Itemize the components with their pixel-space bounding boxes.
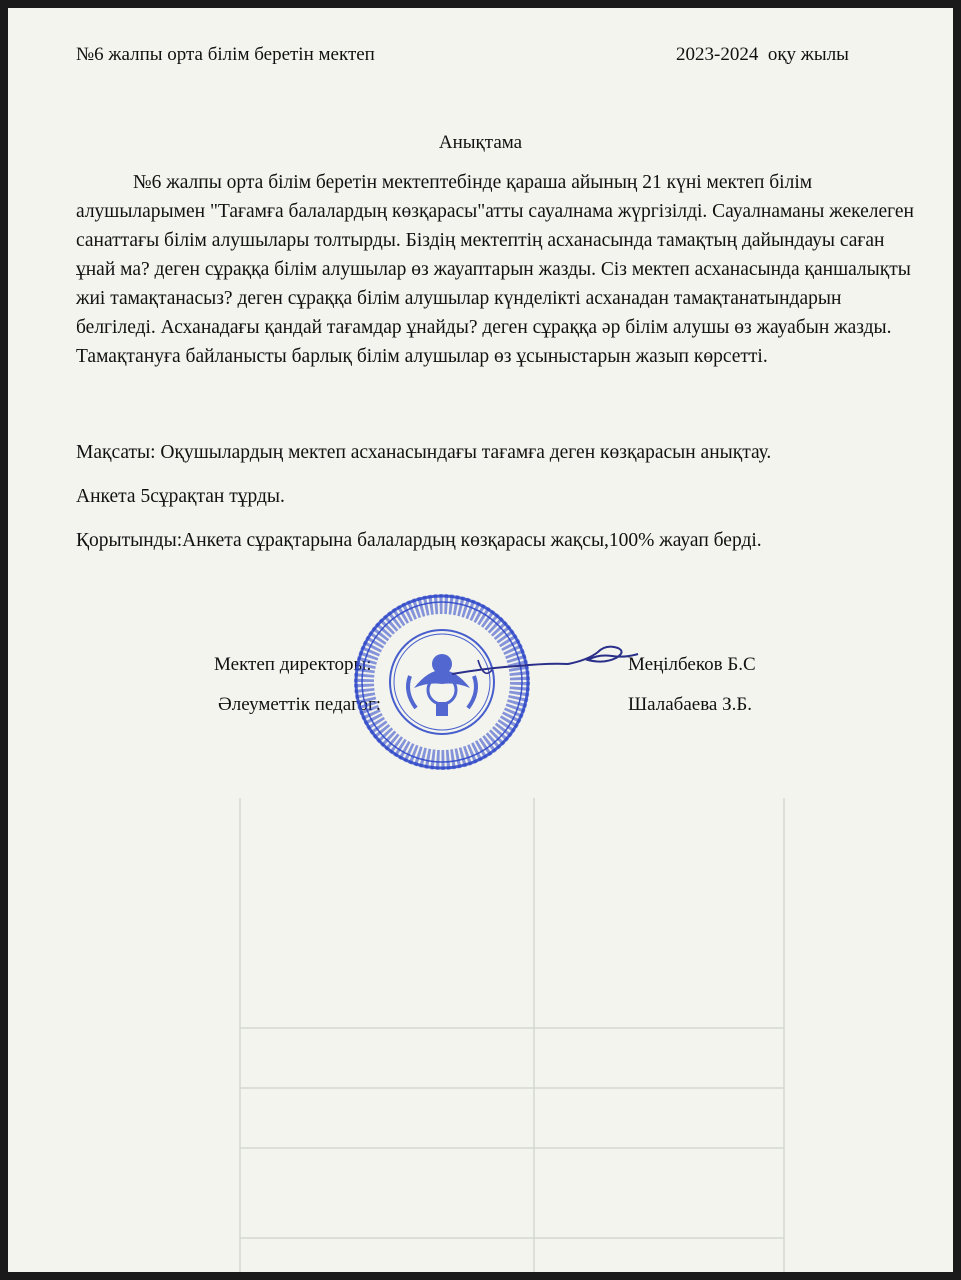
director-name: Меңілбеков Б.С bbox=[628, 654, 756, 675]
director-label: Мектеп директоры: bbox=[214, 654, 372, 675]
academic-year: 2023-2024 оқу жылы bbox=[676, 44, 849, 65]
school-name: №6 жалпы орта білім беретін мектеп bbox=[76, 44, 375, 65]
pedagogue-name: Шалабаева З.Б. bbox=[628, 694, 753, 715]
handwritten-signature bbox=[448, 630, 648, 690]
pedagogue-label: Әлеуметтік педагог: bbox=[218, 694, 382, 715]
goal-line: Мақсаты: Оқушылардың мектеп асханасындағы тағамға деген көзқарасын анықтау. bbox=[76, 442, 772, 463]
document-title: Анықтама bbox=[438, 132, 523, 153]
questions-line: Анкета 5сұрақтан тұрды. bbox=[76, 486, 285, 507]
conclusion-line: Қорытынды:Анкета сұрақтарына балалардың көзқарасы жақсы,100% жауап берді. bbox=[76, 530, 762, 551]
document-page bbox=[8, 8, 953, 1272]
body-paragraph: №6 жалпы орта білім беретін мектептебінде қараша айының 21 күні мектеп білім алушыларымен "Тағамға балалардың көзқарасы"атты сауалнама жүргізілді. Сауалнаманы жекелеген санаттағы білім алушылары толтырды. Біздің мектептің асханасында тамақтың дайындауы саған ұнай ма? деген сұраққа білім алушылар өз жауаптарын жазды. Сіз мектеп асханасында қаншалықты жиі тамақтанасыз? деген сұраққа білім алушылар күнделікті асханадан тамақтанатындарын белгіледі. Асханадағы қандай тағамдар ұнайды? деген сұраққа әр білім алушы өз жауабын жазды. Тамақтануға байланысты барлық білім алушылар өз ұсыныстарын жазып көрсетті. bbox=[76, 172, 914, 367]
bleed-through-table bbox=[234, 798, 794, 1272]
